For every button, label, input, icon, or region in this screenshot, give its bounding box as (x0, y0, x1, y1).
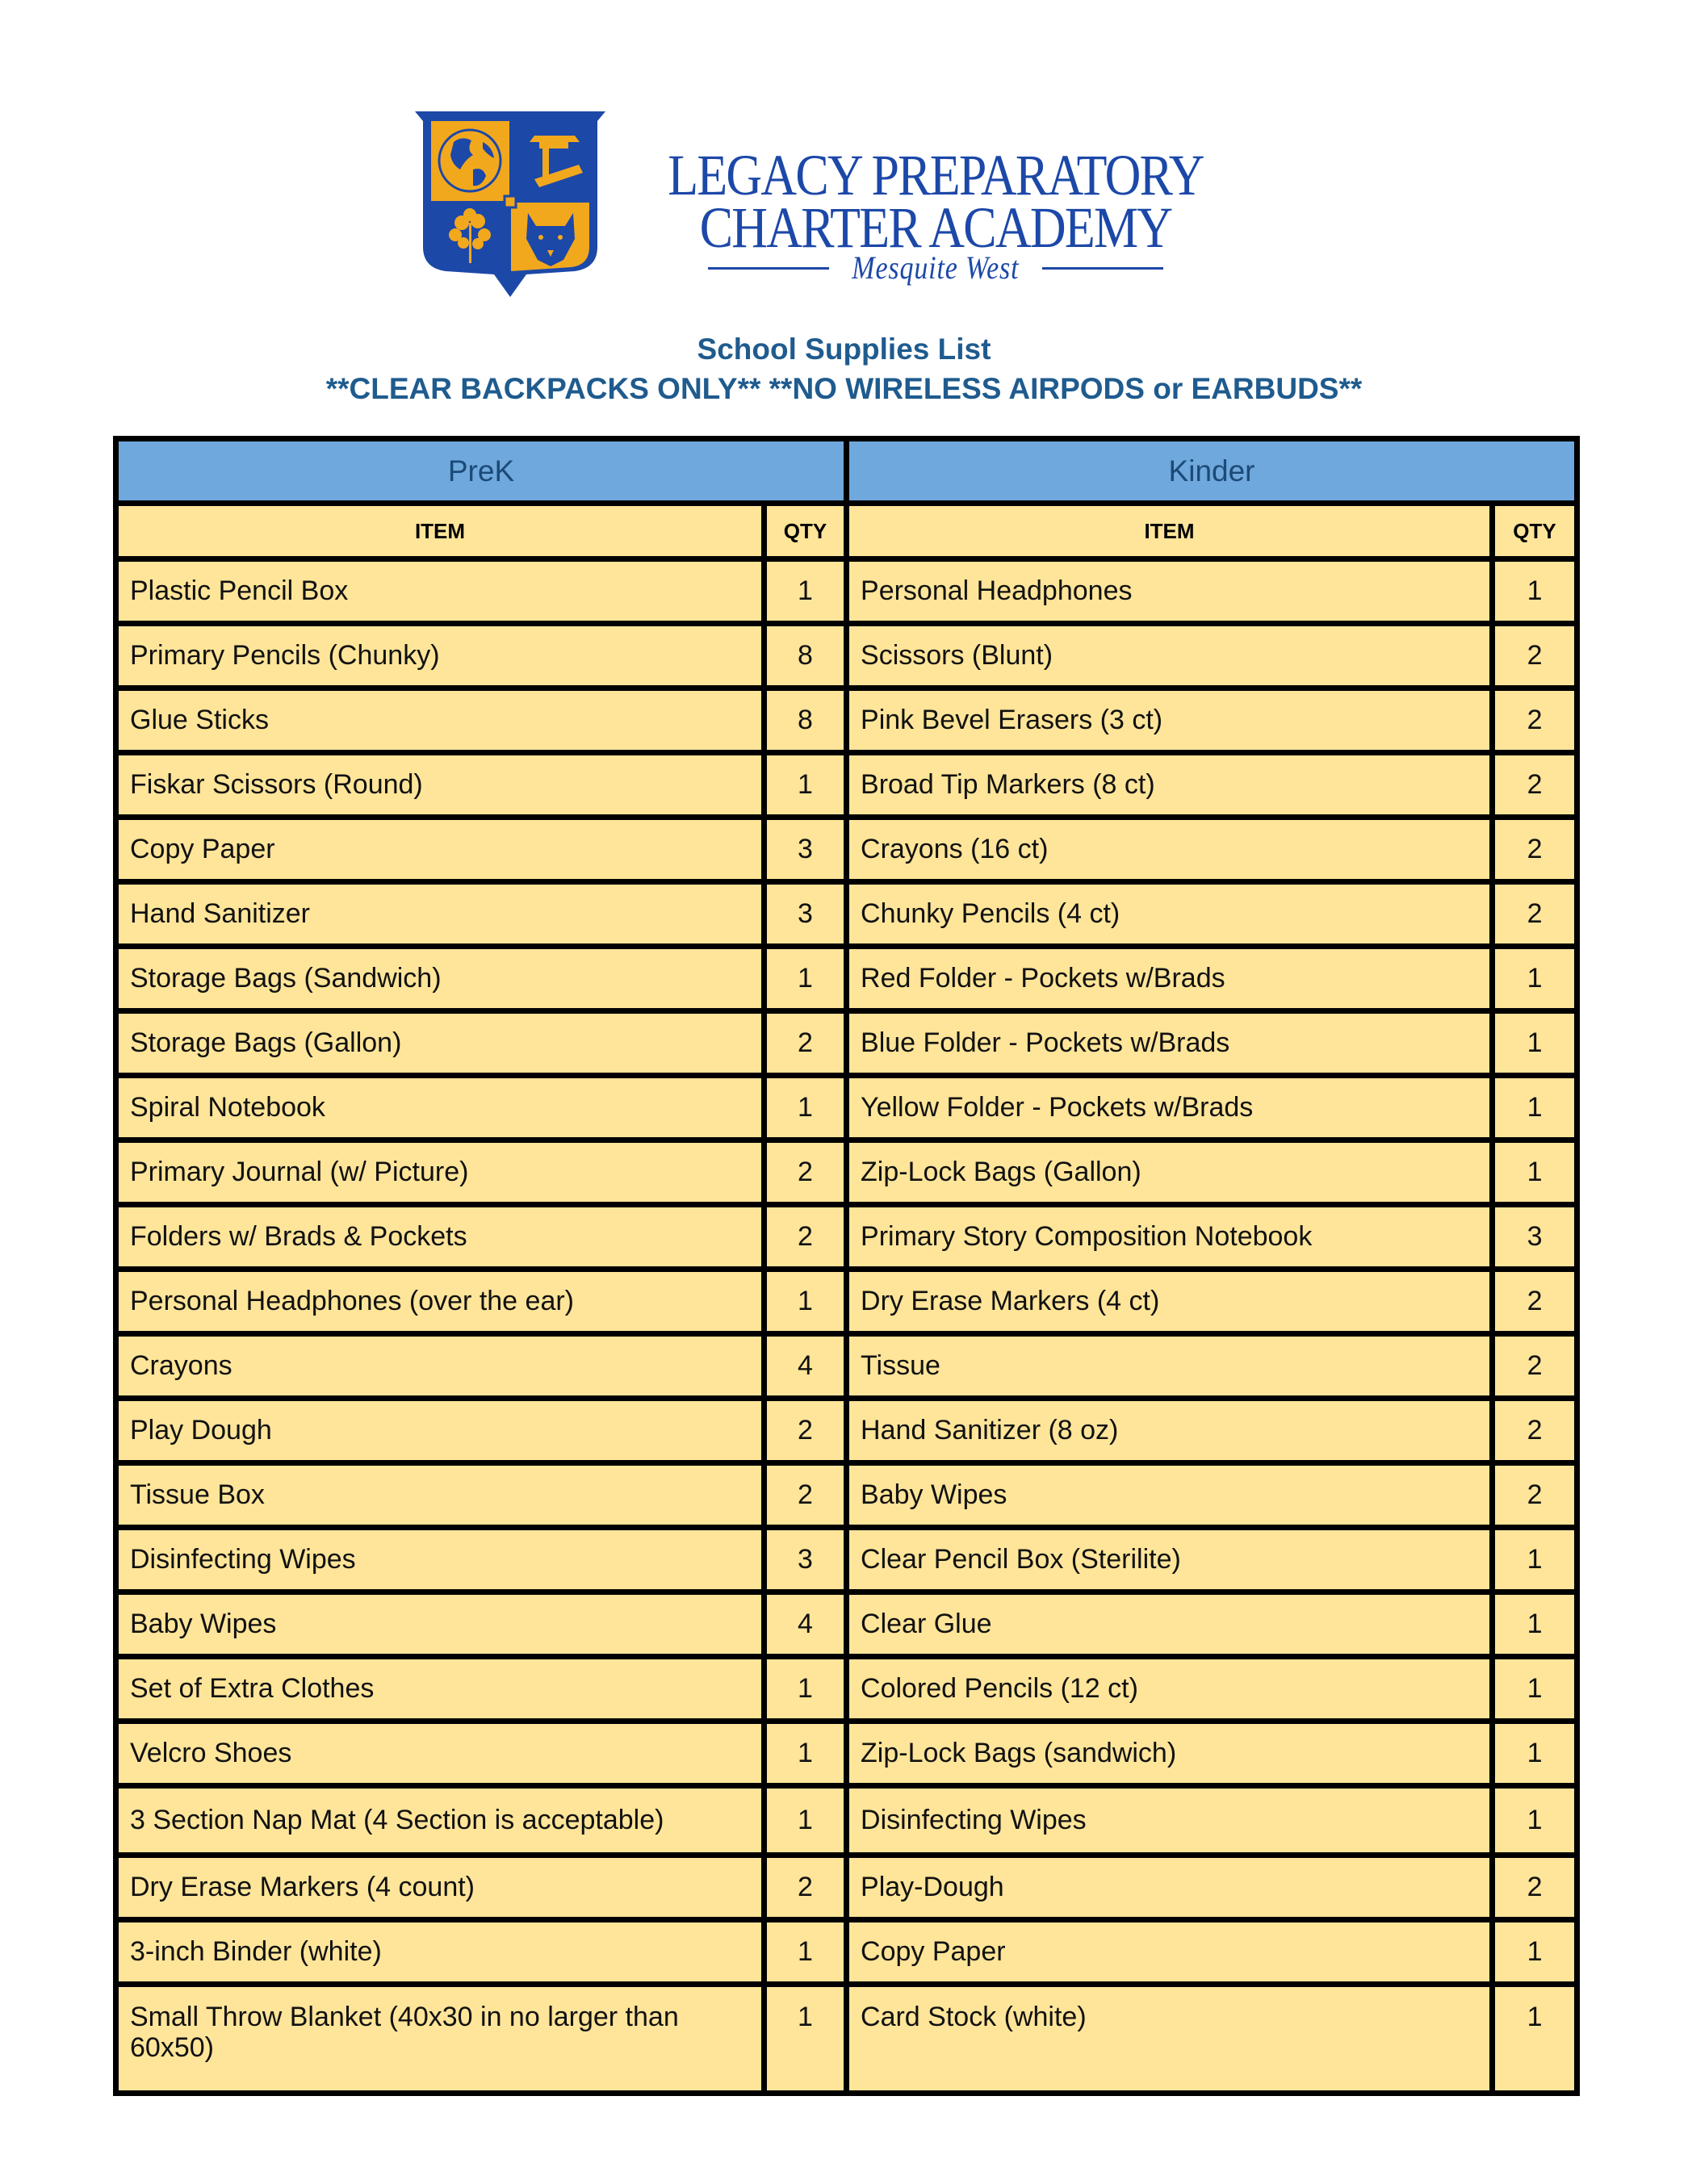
table-row (116, 753, 1577, 818)
prek-qty-header: QTY (764, 504, 847, 559)
table-row (116, 1920, 1577, 1985)
table-row (116, 1140, 1577, 1205)
prek-item: 3-inch Binder (white) (116, 1920, 764, 1985)
prek-item: Baby Wipes (116, 1592, 764, 1657)
prek-item: Tissue Box (116, 1463, 764, 1528)
kinder-item: Broad Tip Markers (8 ct) (847, 753, 1493, 818)
kinder-qty: 1 (1493, 1920, 1577, 1985)
kinder-qty: 2 (1493, 624, 1577, 688)
prek-qty: 1 (764, 1657, 847, 1722)
kinder-item: Primary Story Composition Notebook (847, 1205, 1493, 1270)
kinder-item: Tissue (847, 1334, 1493, 1399)
table-row (116, 688, 1577, 753)
kinder-item: Clear Pencil Box (Sterilite) (847, 1528, 1493, 1592)
table-row (116, 1786, 1577, 1856)
kinder-item: Crayons (16 ct) (847, 818, 1493, 882)
kinder-item: Dry Erase Markers (4 ct) (847, 1270, 1493, 1334)
table-row (116, 1856, 1577, 1920)
table-row (116, 1985, 1577, 2094)
prek-item: Primary Pencils (Chunky) (116, 624, 764, 688)
kinder-qty: 1 (1493, 1076, 1577, 1140)
campus-name: Mesquite West (852, 249, 1020, 286)
school-logo (413, 110, 1269, 299)
decorative-rule-right (1042, 267, 1163, 270)
kinder-item: Zip-Lock Bags (sandwich) (847, 1722, 1493, 1786)
kinder-qty: 2 (1493, 1856, 1577, 1920)
kinder-qty: 2 (1493, 688, 1577, 753)
prek-qty: 2 (764, 1463, 847, 1528)
prek-qty: 1 (764, 1985, 847, 2094)
kinder-qty: 2 (1493, 753, 1577, 818)
table-row (116, 1205, 1577, 1270)
policy-notice: **CLEAR BACKPACKS ONLY** **NO WIRELESS AIRPODS or EARBUDS** (325, 372, 1363, 405)
prek-item: Dry Erase Markers (4 count) (116, 1856, 764, 1920)
prek-item: Fiskar Scissors (Round) (116, 753, 764, 818)
kinder-qty: 1 (1493, 1657, 1577, 1722)
school-name-line-1: LEGACY PREPARATORY (668, 143, 1204, 207)
prek-item: 3 Section Nap Mat (4 Section is acceptable) (116, 1786, 764, 1856)
kinder-qty: 2 (1493, 818, 1577, 882)
prek-item: Folders w/ Brads & Pockets (116, 1205, 764, 1270)
prek-qty: 3 (764, 882, 847, 947)
kinder-item: Yellow Folder - Pockets w/Brads (847, 1076, 1493, 1140)
prek-item: Personal Headphones (over the ear) (116, 1270, 764, 1334)
kinder-item: Red Folder - Pockets w/Brads (847, 947, 1493, 1011)
prek-item: Disinfecting Wipes (116, 1528, 764, 1592)
table-row (116, 882, 1577, 947)
table-row (116, 1076, 1577, 1140)
prek-item: Play Dough (116, 1399, 764, 1463)
prek-item: Spiral Notebook (116, 1076, 764, 1140)
table-row (116, 1592, 1577, 1657)
kinder-qty: 2 (1493, 1399, 1577, 1463)
kinder-qty: 1 (1493, 559, 1577, 624)
kinder-item: Blue Folder - Pockets w/Brads (847, 1011, 1493, 1076)
prek-item: Hand Sanitizer (116, 882, 764, 947)
table-row (116, 1270, 1577, 1334)
prek-qty: 2 (764, 1399, 847, 1463)
table-row (116, 1657, 1577, 1722)
supplies-table (113, 436, 1580, 2096)
prek-qty: 8 (764, 688, 847, 753)
table-row (116, 947, 1577, 1011)
prek-qty: 1 (764, 947, 847, 1011)
kinder-item-header: ITEM (847, 504, 1493, 559)
kinder-qty: 2 (1493, 882, 1577, 947)
kinder-qty: 1 (1493, 1528, 1577, 1592)
decorative-rule-left (708, 267, 829, 270)
kinder-item: Zip-Lock Bags (Gallon) (847, 1140, 1493, 1205)
kinder-qty: 2 (1493, 1270, 1577, 1334)
grade-header-row (116, 439, 1577, 504)
kinder-qty: 1 (1493, 947, 1577, 1011)
prek-item: Velcro Shoes (116, 1722, 764, 1786)
kinder-item: Pink Bevel Erasers (3 ct) (847, 688, 1493, 753)
prek-qty: 4 (764, 1592, 847, 1657)
table-row (116, 1528, 1577, 1592)
kinder-qty: 1 (1493, 1592, 1577, 1657)
prek-qty: 4 (764, 1334, 847, 1399)
grade-header-kinder: Kinder (847, 439, 1577, 504)
prek-qty: 1 (764, 1722, 847, 1786)
school-crest-icon (413, 110, 607, 299)
prek-qty: 2 (764, 1856, 847, 1920)
prek-qty: 1 (764, 1920, 847, 1985)
prek-qty: 3 (764, 818, 847, 882)
school-name (601, 143, 1271, 286)
prek-qty: 1 (764, 1076, 847, 1140)
table-row (116, 559, 1577, 624)
grade-header-prek: PreK (116, 439, 847, 504)
kinder-qty: 1 (1493, 1786, 1577, 1856)
prek-qty: 1 (764, 753, 847, 818)
prek-qty: 8 (764, 624, 847, 688)
prek-item: Small Throw Blanket (40x30 in no larger than 60x50) (116, 1985, 764, 2094)
table-row (116, 1011, 1577, 1076)
school-name-line-2: CHARTER ACADEMY (699, 195, 1172, 260)
kinder-item: Chunky Pencils (4 ct) (847, 882, 1493, 947)
table-row (116, 818, 1577, 882)
kinder-qty: 3 (1493, 1205, 1577, 1270)
prek-item: Set of Extra Clothes (116, 1657, 764, 1722)
kinder-item: Disinfecting Wipes (847, 1786, 1493, 1856)
kinder-item: Play-Dough (847, 1856, 1493, 1920)
kinder-item: Baby Wipes (847, 1463, 1493, 1528)
table-row (116, 1463, 1577, 1528)
kinder-item: Personal Headphones (847, 559, 1493, 624)
table-row (116, 1334, 1577, 1399)
kinder-qty: 2 (1493, 1463, 1577, 1528)
prek-qty: 1 (764, 1786, 847, 1856)
prek-qty: 2 (764, 1205, 847, 1270)
prek-item: Glue Sticks (116, 688, 764, 753)
prek-item: Crayons (116, 1334, 764, 1399)
prek-qty: 1 (764, 1270, 847, 1334)
kinder-item: Card Stock (white) (847, 1985, 1493, 2094)
kinder-item: Colored Pencils (12 ct) (847, 1657, 1493, 1722)
table-row (116, 1399, 1577, 1463)
prek-item: Copy Paper (116, 818, 764, 882)
prek-qty: 3 (764, 1528, 847, 1592)
prek-qty: 2 (764, 1140, 847, 1205)
kinder-qty: 1 (1493, 1985, 1577, 2094)
prek-item: Storage Bags (Gallon) (116, 1011, 764, 1076)
kinder-item: Scissors (Blunt) (847, 624, 1493, 688)
prek-item-header: ITEM (116, 504, 764, 559)
prek-item: Storage Bags (Sandwich) (116, 947, 764, 1011)
kinder-qty-header: QTY (1493, 504, 1577, 559)
kinder-qty: 1 (1493, 1722, 1577, 1786)
kinder-qty: 1 (1493, 1011, 1577, 1076)
kinder-item: Hand Sanitizer (8 oz) (847, 1399, 1493, 1463)
prek-item: Plastic Pencil Box (116, 559, 764, 624)
kinder-qty: 2 (1493, 1334, 1577, 1399)
prek-item: Primary Journal (w/ Picture) (116, 1140, 764, 1205)
kinder-item: Clear Glue (847, 1592, 1493, 1657)
kinder-item: Copy Paper (847, 1920, 1493, 1985)
kinder-qty: 1 (1493, 1140, 1577, 1205)
table-row (116, 1722, 1577, 1786)
page-title: School Supplies List (697, 333, 991, 366)
prek-qty: 2 (764, 1011, 847, 1076)
table-row (116, 624, 1577, 688)
column-header-row (116, 504, 1577, 559)
prek-qty: 1 (764, 559, 847, 624)
